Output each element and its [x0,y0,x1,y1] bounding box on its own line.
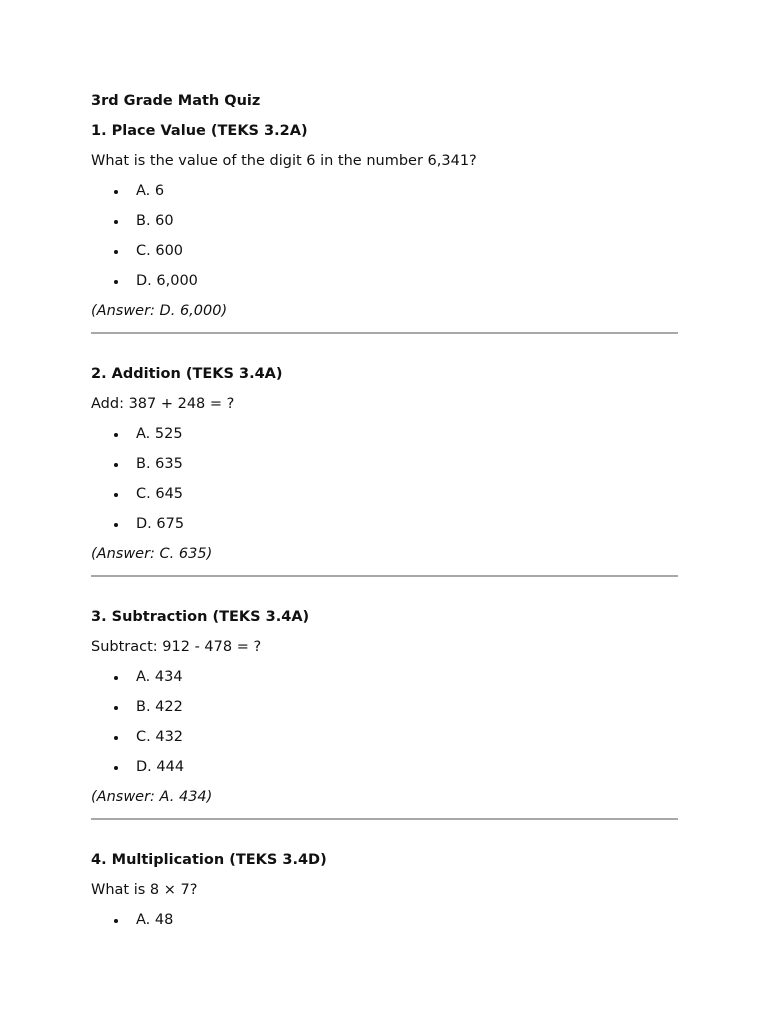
option-text: A. 434 [136,669,183,685]
answer-option [91,208,678,238]
question-prompt: What is 8 × 7? [91,882,198,898]
answer-option [91,664,678,694]
question-2 [91,361,678,577]
question-prompt: Add: 387 + 248 = ? [91,396,235,412]
question-4 [91,847,678,937]
answer-option [91,421,678,451]
question-1 [91,118,678,334]
option-text: A. 525 [136,426,183,442]
answer-option [91,754,678,784]
answer-key: (Answer: C. 635) [91,546,213,562]
question-heading: 2. Addition (TEKS 3.4A) [91,366,283,382]
question-prompt: Subtract: 912 - 478 = ? [91,639,262,655]
option-text: B. 422 [136,699,183,715]
answer-option [91,178,678,208]
answer-option [91,907,678,937]
answer-option [91,451,678,481]
option-text: D. 6,000 [136,273,198,289]
question-3 [91,604,678,820]
answer-key: (Answer: A. 434) [91,789,213,805]
option-text: A. 48 [136,912,174,928]
question-prompt: What is the value of the digit 6 in the number 6,341? [91,153,477,169]
answer-option [91,268,678,298]
option-text: C. 645 [136,486,184,502]
option-text: C. 432 [136,729,184,745]
answer-option [91,694,678,724]
question-heading: 1. Place Value (TEKS 3.2A) [91,123,308,139]
question-heading: 3. Subtraction (TEKS 3.4A) [91,609,310,625]
answer-option [91,511,678,541]
option-text: B. 60 [136,213,174,229]
quiz-title: 3rd Grade Math Quiz [91,93,261,109]
question-heading: 4. Multiplication (TEKS 3.4D) [91,852,327,868]
answer-option [91,238,678,268]
section-divider [91,575,678,577]
quiz-document [91,88,678,937]
answer-key: (Answer: D. 6,000) [91,303,228,319]
option-text: D. 444 [136,759,185,775]
answer-option [91,481,678,511]
option-text: D. 675 [136,516,185,532]
section-divider [91,818,678,820]
option-text: B. 635 [136,456,183,472]
section-divider [91,332,678,334]
option-text: A. 6 [136,183,165,199]
answer-option [91,724,678,754]
option-text: C. 600 [136,243,184,259]
